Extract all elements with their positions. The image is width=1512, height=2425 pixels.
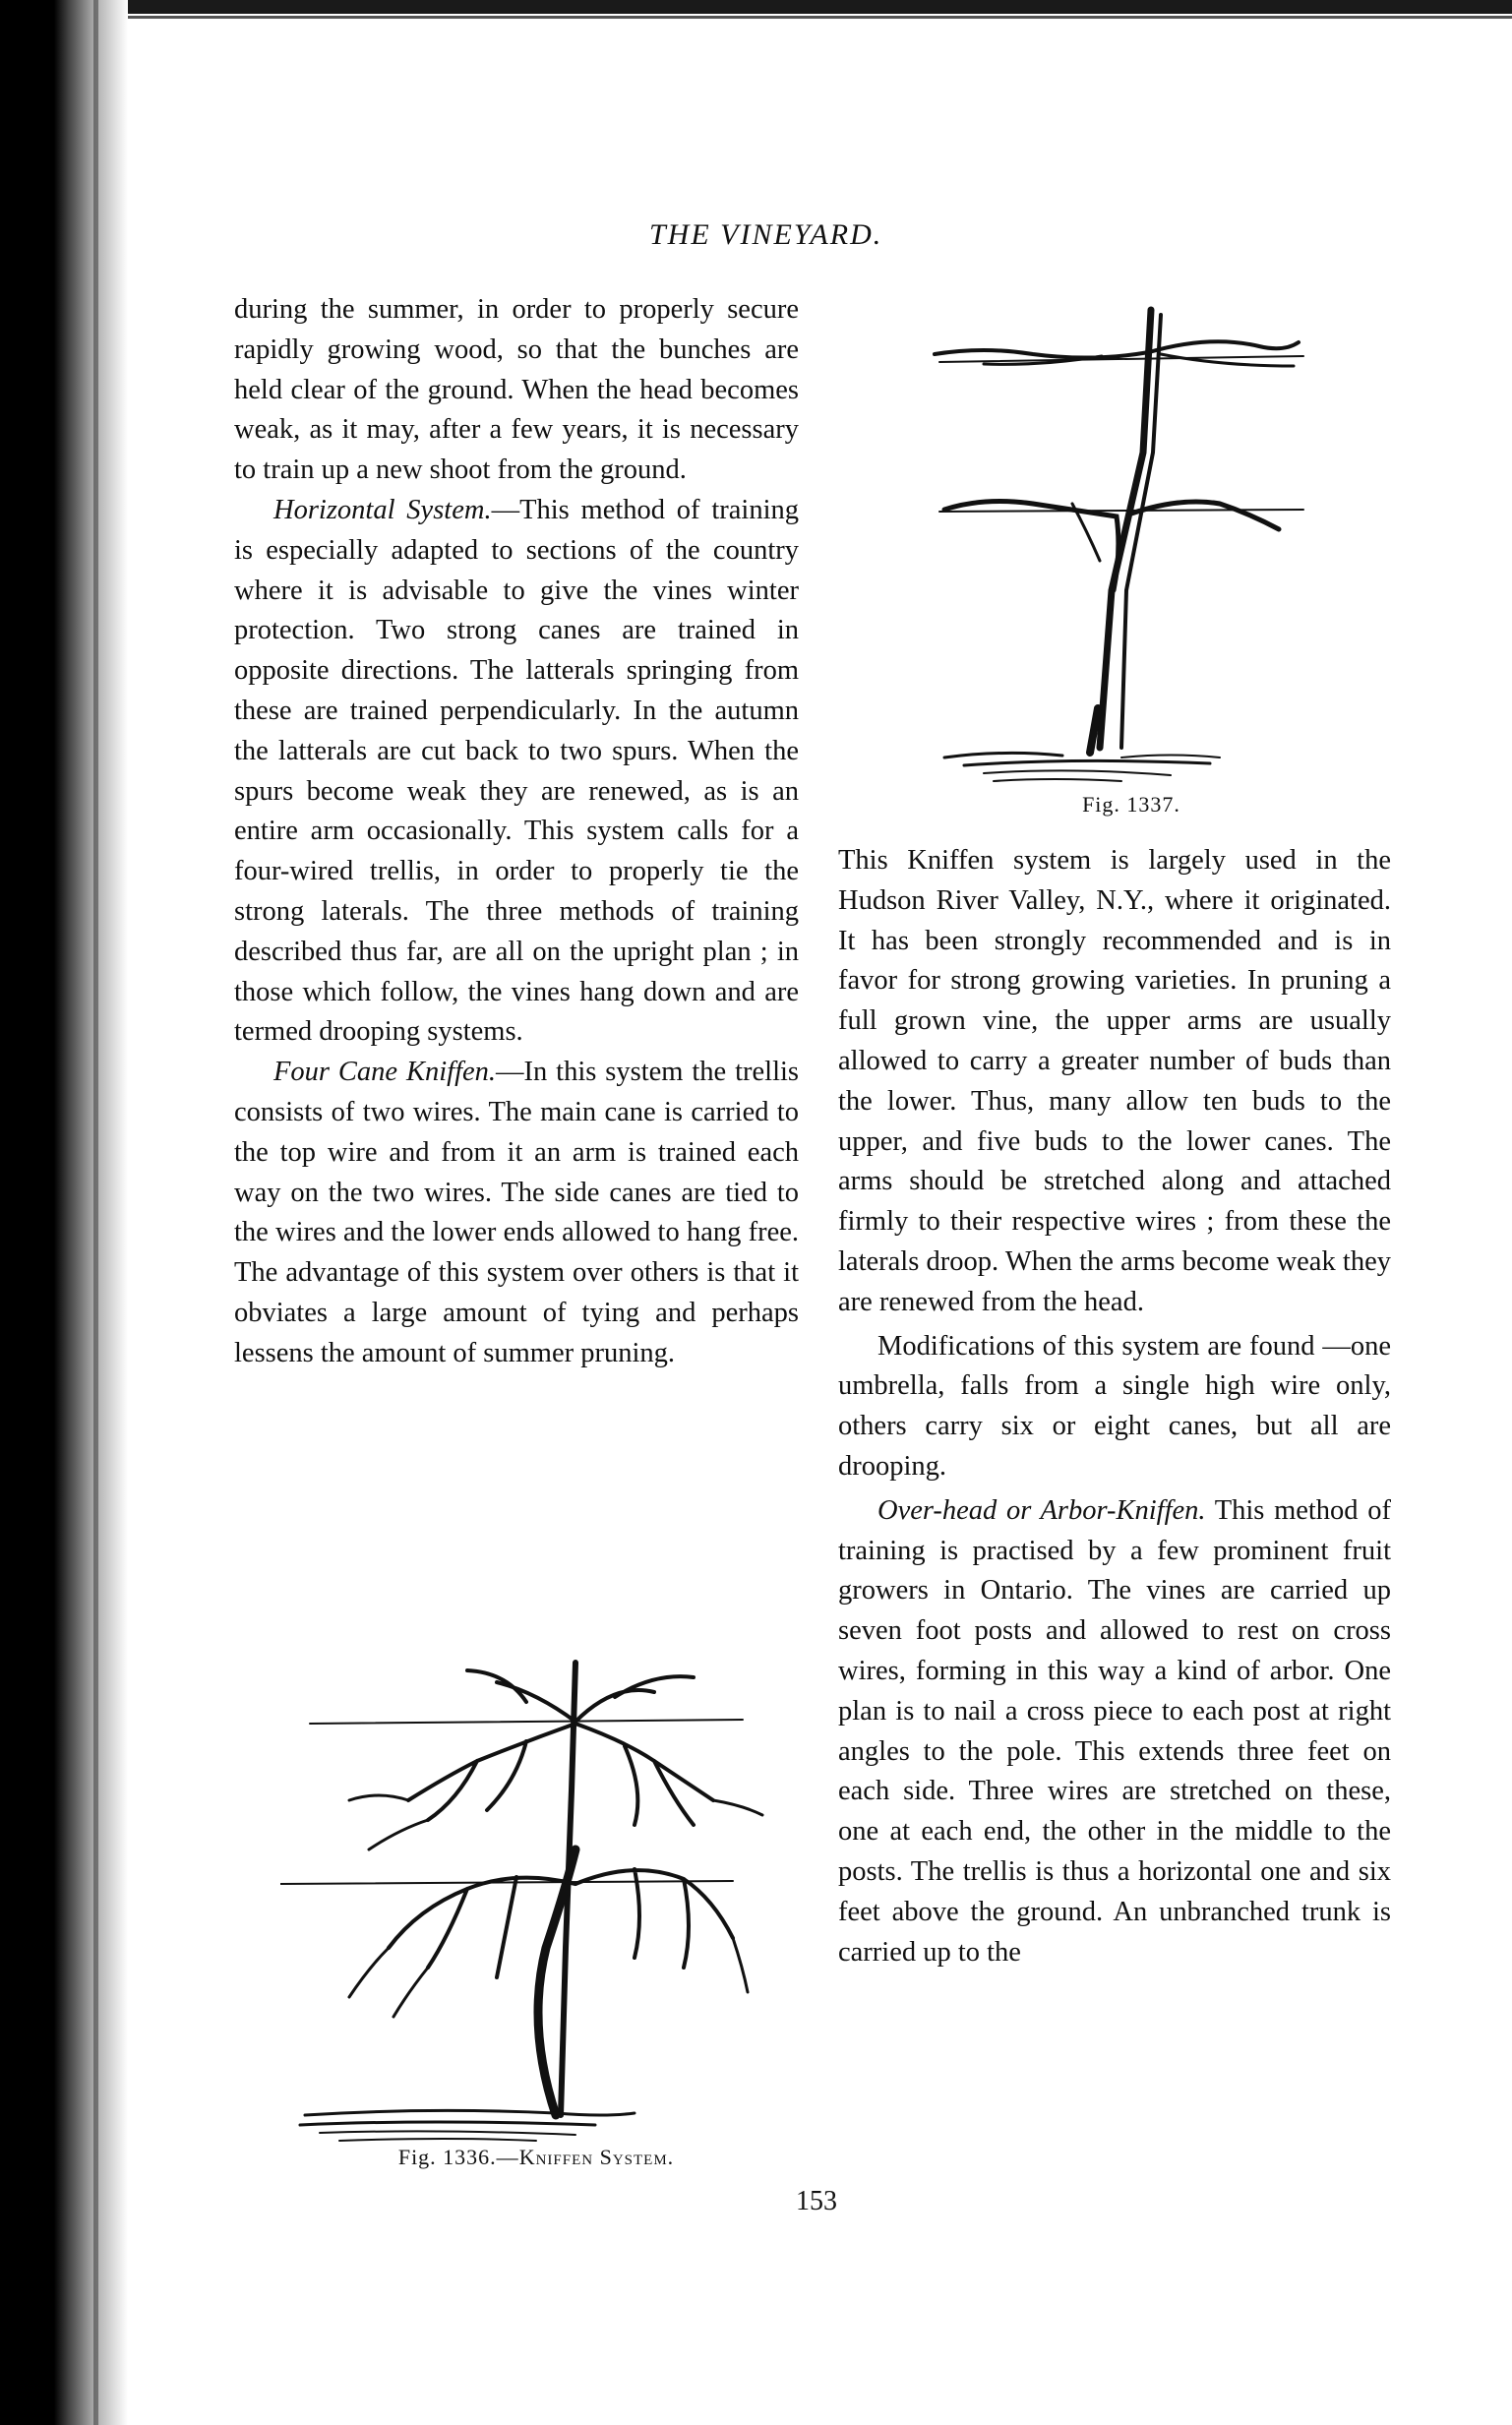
figure-1336-illustration [280, 1653, 772, 2145]
top-border-rule [0, 0, 1512, 14]
figure-1336-caption [315, 2145, 757, 2170]
left-paragraph-2 [234, 491, 799, 1053]
figure-1336-caption-fig: Fig. 1336.— [397, 2145, 519, 2169]
book-spine-shadow [0, 0, 128, 2425]
book-spine-streak [93, 0, 98, 2425]
right-paragraph-3-body: This method of training is practised by a few prominent fruit growers in Ontario. The vines are carried up seven foot posts and allowed to rest on cross wires, forming in this way a kind of arbor. One plan is to nail a cross piece to each post at right angles to the pole. This extends three feet on each side. Three wires are stretched on these, one at each end, the other in the middle to the posts. The trellis is thus a horizontal one and six feet above the ground. An unbranched trunk is carried up to the [838, 1494, 1391, 1968]
right-paragraph-3 [838, 1491, 1391, 1973]
right-column [838, 841, 1391, 1972]
figure-1336-caption-title: Kniffen System. [518, 2145, 675, 2169]
section-title-four-cane-kniffen: Four Cane Kniffen. [273, 1057, 497, 1088]
left-column [234, 290, 799, 1374]
section-title-over-head-arbor-kniffen: Over-head or Arbor-Kniffen. [877, 1494, 1206, 1526]
figure-1337-illustration [925, 295, 1308, 787]
right-paragraph-1: This Kniffen system is largely used in the Hudson River Valley, N.Y., where it originated. It has been strongly recommended and is in favor for strong growing varieties. In pruning a full grown vine, the upper arms are usually allowed to carry a greater number of buds than the lower. Thus, many allow ten buds to the upper, and five buds to the lower canes. The arms should be stretched along and attached firmly to their respective wires ; from these the laterals droop. When the arms become weak they are renewed from the head. [838, 845, 1391, 1317]
left-paragraph-1: during the summer, in order to properly secure rapidly growing wood, so that the bunches are held clear of the ground. When the head becomes weak, as it may, after a few years, it is necessary to train up a new shoot from the ground. [234, 294, 799, 486]
section-title-horizontal-system: Horizontal System. [273, 494, 492, 525]
running-head: THE VINEYARD. [649, 218, 883, 251]
left-paragraph-3 [234, 1053, 799, 1373]
left-paragraph-2-body: —This method of training is especially adapted to sections of the country where it is advisable to give the vines winter protection. Two strong canes are trained in opposite directions. The latterals springing from these are trained perpendicularly. In the autumn the latterals are cut back to two spurs. When the spurs become weak they are renewed, as is an entire arm occasionally. This system calls for a four-wired trellis, in order to properly tie the strong laterals. The three methods of training described thus far, are all on the upright plan ; in those which follow, the vines hang down and are termed drooping systems. [234, 494, 799, 1048]
top-border-rule-thin [0, 16, 1512, 19]
figure-1337-caption: Fig. 1337. [1082, 792, 1180, 817]
right-paragraph-2: Modifications of this system are found —one umbrella, falls from a single high wire only, others carry six or eight canes, but all are drooping. [838, 1330, 1391, 1482]
left-paragraph-3-body: —In this system the trellis consists of two wires. The main cane is carried to the top wire and from it an arm is trained each way on the two wires. The side canes are tied to the wires and the lower ends allowed to hang free. The advantage of this system over others is that it obviates a large amount of tying and perhaps lessens the amount of summer pruning. [234, 1057, 799, 1368]
page-number: 153 [796, 2186, 837, 2216]
